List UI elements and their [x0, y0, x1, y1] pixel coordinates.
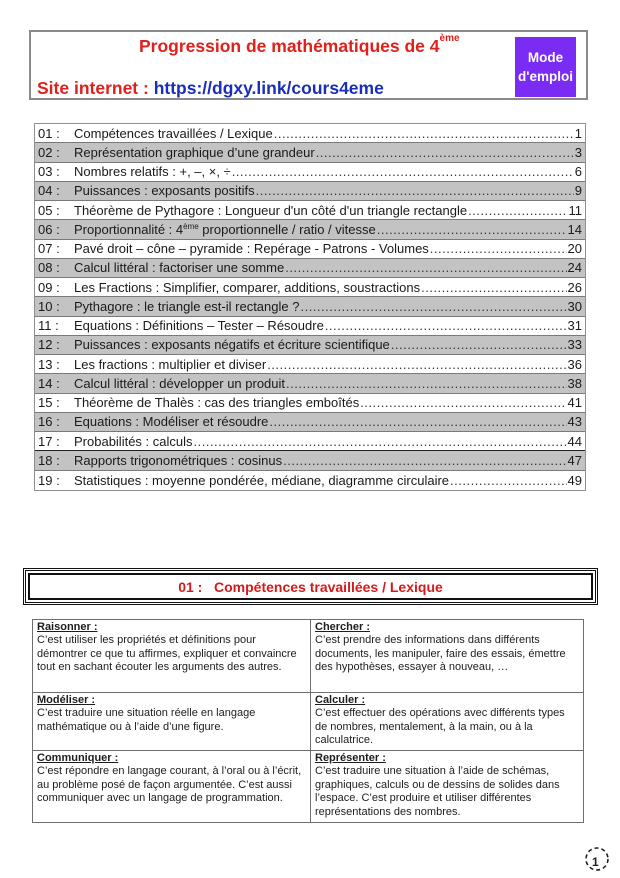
toc-page-number: 14 [567, 221, 582, 237]
toc-page-number: 33 [567, 337, 582, 353]
competence-title: Représenter : [315, 752, 386, 764]
toc-page-number: 31 [567, 318, 582, 334]
toc-title: Equations : Définitions – Tester – Résoudre [74, 318, 324, 334]
toc-number: 17 : [38, 433, 60, 449]
toc-page-number: 1 [574, 125, 582, 141]
toc-page-number: 36 [567, 356, 582, 372]
toc-title: Puissances : exposants positifs [74, 183, 255, 199]
toc-page-number: 26 [567, 279, 582, 295]
toc-page-number: 20 [567, 241, 582, 257]
toc-row[interactable] [35, 471, 585, 490]
toc-row[interactable] [35, 317, 585, 336]
toc-number: 19 : [38, 472, 60, 488]
toc-leader-dots [300, 299, 566, 314]
toc-leader-dots [450, 473, 566, 488]
document-header [29, 30, 588, 100]
toc-page-number: 11 [568, 202, 582, 218]
toc-page-number: 43 [567, 414, 582, 430]
toc-number: 15 : [38, 395, 60, 411]
toc-number: 14 : [38, 375, 60, 391]
toc-leader-dots [232, 164, 574, 179]
toc-row[interactable] [35, 182, 585, 201]
toc-leader-dots [269, 414, 566, 429]
toc-leader-dots [391, 337, 567, 352]
toc-number: 12 : [38, 337, 60, 353]
toc-leader-dots [256, 183, 574, 198]
toc-title: Les Fractions : Simplifier, comparer, additions, soustractions [74, 279, 421, 295]
toc-number: 04 : [38, 183, 60, 199]
toc-page-number: 9 [574, 183, 582, 199]
toc-leader-dots [316, 145, 574, 160]
toc-leader-dots [421, 280, 566, 295]
mode-button-line1: Mode [527, 50, 564, 65]
toc-number: 07 : [38, 241, 60, 257]
toc-leader-dots [360, 395, 566, 410]
title-superscript: ème [439, 33, 460, 44]
competence-title: Modéliser : [37, 694, 96, 706]
toc-title: Compétences travaillées / Lexique [74, 125, 273, 141]
site-label: Site internet : [37, 78, 154, 98]
page-number: 1 [592, 855, 599, 869]
toc-row[interactable] [35, 220, 585, 239]
toc-page-number: 30 [567, 298, 582, 314]
toc-leader-dots [377, 222, 567, 237]
toc-page-number: 38 [567, 375, 582, 391]
toc-row[interactable] [35, 124, 585, 143]
competence-text: C’est utiliser les propriétés et définitions pour démontrer ce que tu affirmes, expliquer et convaincre tout en sachant écouter les arguments des autres. [37, 634, 297, 674]
competence-title: Raisonner : [37, 621, 98, 633]
competence-cell-raisonner [33, 620, 311, 693]
toc-number: 08 : [38, 260, 60, 276]
toc-number: 05 : [38, 202, 60, 218]
toc-title: Représentation graphique d’une grandeur [74, 144, 315, 160]
toc-leader-dots [283, 453, 566, 468]
toc-leader-dots [286, 376, 567, 391]
toc-title: Calcul littéral : développer un produit [74, 375, 286, 391]
toc-row[interactable] [35, 297, 585, 316]
toc-title: Les fractions : multiplier et diviser [74, 356, 267, 372]
competence-cell-communiquer [33, 751, 311, 822]
toc-number: 13 : [38, 356, 60, 372]
toc-leader-dots [274, 126, 574, 141]
toc-number: 16 : [38, 414, 60, 430]
competence-text: C’est traduire une situation réelle en langage mathématique ou à l’aide d’une figure. [37, 707, 256, 733]
competence-text: C’est traduire une situation à l’aide de schémas, graphiques, calculs ou de dessins de solides dans l’espace. C’est produire et utiliser différentes représentations des nombres. [315, 765, 560, 818]
toc-row[interactable] [35, 451, 585, 470]
toc-number: 03 : [38, 164, 60, 180]
page-number-badge [584, 846, 610, 872]
toc-leader-dots [430, 241, 567, 256]
toc-number: 06 : [38, 221, 60, 237]
competence-title: Chercher : [315, 621, 371, 633]
toc-row[interactable] [35, 163, 585, 182]
toc-leader-dots [325, 318, 567, 333]
toc-number: 09 : [38, 279, 60, 295]
toc-row[interactable] [35, 259, 585, 278]
toc-title: Proportionnalité : 4ème proportionnelle / ratio / vitesse [74, 221, 376, 237]
page-title [139, 33, 460, 57]
title-text: Progression de mathématiques de 4 [139, 36, 440, 56]
section-heading: 01 : Compétences travaillées / Lexique [28, 573, 593, 600]
toc-page-number: 6 [574, 164, 582, 180]
toc-title: Théorème de Pythagore : Longueur d'un côté d'un triangle rectangle [74, 202, 468, 218]
toc-page-number: 47 [567, 452, 582, 468]
toc-title: Puissances : exposants négatifs et écriture scientifique [74, 337, 390, 353]
toc-number: 10 : [38, 298, 60, 314]
toc-number: 02 : [38, 144, 60, 160]
mode-emploi-button[interactable] [515, 37, 576, 97]
competence-cell-representer [311, 751, 583, 822]
competence-text: C’est répondre en langage courant, à l’oral ou à l’écrit, au problème posé de façon argumentée. C’est aussi communiquer avec un langage de programmation. [37, 765, 302, 805]
site-url-link[interactable]: https://dgxy.link/cours4eme [153, 78, 384, 98]
competences-table [32, 619, 584, 823]
toc-page-number: 49 [567, 472, 582, 488]
competence-title: Communiquer : [37, 752, 119, 764]
toc-row[interactable] [35, 394, 585, 413]
toc-title: Pavé droit – cône – pyramide : Repérage - Patrons - Volumes [74, 241, 429, 257]
toc-leader-dots [267, 357, 566, 372]
toc-number: 18 : [38, 452, 60, 468]
toc-number: 11 : [38, 318, 59, 334]
toc-number: 01 : [38, 125, 60, 141]
toc-leader-dots [285, 260, 566, 275]
toc-title: Calcul littéral : factoriser une somme [74, 260, 285, 276]
toc-row[interactable] [35, 201, 585, 220]
competence-text: C’est prendre des informations dans différents documents, les manipuler, faire des essais, émettre des hypothèses, essayer à nouveau, … [315, 634, 566, 674]
toc-title: Probabilités : calculs [74, 433, 193, 449]
toc-title: Rapports trigonométriques : cosinus [74, 452, 283, 468]
toc-row[interactable] [35, 413, 585, 432]
table-of-contents [34, 123, 586, 491]
toc-row[interactable] [35, 143, 585, 162]
toc-title: Nombres relatifs : +, –, ×, ÷ [74, 164, 231, 180]
competence-cell-modeliser [33, 693, 311, 751]
toc-leader-dots [194, 434, 567, 449]
toc-page-number: 44 [567, 433, 582, 449]
competence-cell-chercher [311, 620, 583, 693]
mode-button-line2: d'emploi [518, 69, 573, 84]
toc-row[interactable] [35, 374, 585, 393]
competence-title: Calculer : [315, 694, 366, 706]
toc-row[interactable] [35, 432, 585, 451]
toc-page-number: 3 [574, 144, 582, 160]
toc-row[interactable] [35, 355, 585, 374]
toc-page-number: 41 [567, 395, 582, 411]
toc-title: Statistiques : moyenne pondérée, médiane, diagramme circulaire [74, 472, 450, 488]
toc-row[interactable] [35, 240, 585, 259]
competence-cell-calculer [311, 693, 583, 751]
site-line [37, 78, 384, 99]
competence-text: C’est effectuer des opérations avec différents types de nombres, mentalement, à la main, ou à la calculatrice. [315, 707, 565, 747]
section-header [23, 568, 598, 605]
toc-title: Pythagore : le triangle est-il rectangle ? [74, 298, 300, 314]
toc-leader-dots [468, 203, 567, 218]
toc-row[interactable] [35, 278, 585, 297]
toc-page-number: 24 [567, 260, 582, 276]
toc-title: Théorème de Thalès : cas des triangles emboîtés [74, 395, 360, 411]
toc-row[interactable] [35, 336, 585, 355]
toc-title: Equations : Modéliser et résoudre [74, 414, 269, 430]
